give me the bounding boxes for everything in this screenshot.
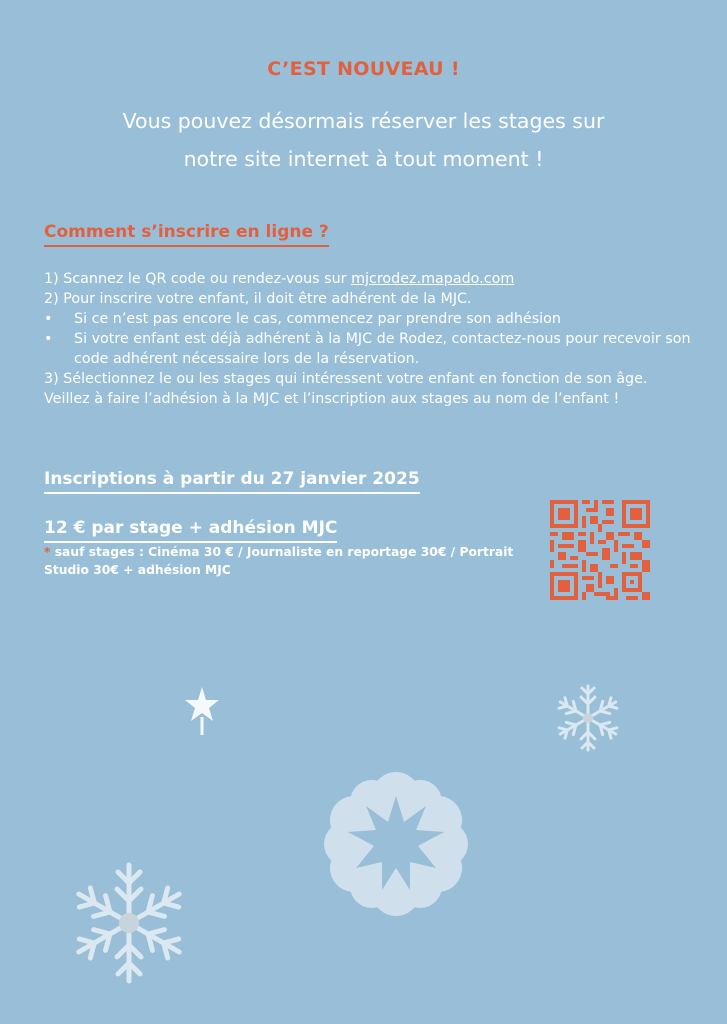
how-to-heading: Comment s’inscrire en ligne ? — [44, 222, 329, 247]
bullet-dot: • — [44, 311, 53, 327]
intro-line-1: Vous pouvez désormais réserver les stages sur — [122, 109, 605, 133]
bullet-item-2 — [44, 329, 694, 369]
step-3: 3) Sélectionnez le ou les stages qui intéressent votre enfant en fonction de son âge. — [44, 371, 648, 387]
price-note — [44, 543, 514, 579]
step-1 — [44, 269, 694, 289]
price-heading: 12 € par stage + adhésion MJC — [44, 518, 337, 543]
step-2: 2) Pour inscrire votre enfant, il doit être adhérent de la MJC. — [44, 291, 472, 307]
intro-text — [60, 102, 667, 178]
bullet-text-2: Si votre enfant est déjà adhérent à la MJC de Rodez, contactez-nous pour recevoir son code adhérent nécessaire lors de la réservation. — [74, 331, 691, 367]
flower-ornament-icon — [318, 772, 474, 916]
bullet-dot: • — [44, 331, 53, 347]
headline: C’EST NOUVEAU ! — [267, 58, 460, 80]
intro-line-2: notre site internet à tout moment ! — [183, 147, 544, 171]
bullet-item-1 — [44, 309, 694, 329]
snowflake-icon — [552, 682, 624, 754]
snowflake-icon — [64, 858, 194, 988]
step-1-text: 1) Scannez le QR code ou rendez-vous sur — [44, 271, 352, 287]
registration-dates-heading: Inscriptions à partir du 27 janvier 2025 — [44, 469, 420, 494]
reminder-text: Veillez à faire l’adhésion à la MJC et l’inscription aux stages au nom de l’enfant ! — [44, 391, 620, 407]
asterisk: * — [44, 545, 51, 559]
steps-list — [44, 269, 694, 409]
bullet-text-1: Si ce n’est pas encore le cas, commencez par prendre son adhésion — [74, 311, 561, 327]
star-ornament-icon — [183, 685, 221, 737]
mapado-link[interactable]: mjcrodez.mapado.com — [351, 271, 515, 287]
qr-code-icon[interactable] — [550, 500, 650, 600]
price-note-text: sauf stages : Cinéma 30 € / Journaliste en reportage 30€ / Portrait Studio 30€ + adhésion MJC — [44, 545, 514, 577]
